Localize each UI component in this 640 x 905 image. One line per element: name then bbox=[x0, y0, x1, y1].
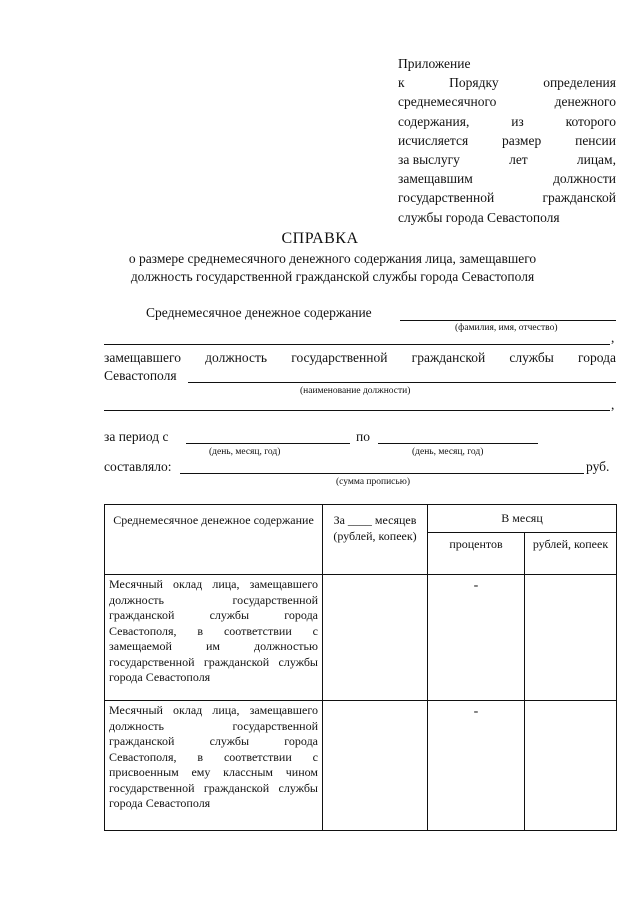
period-to-label: по bbox=[356, 429, 370, 444]
position-word: замещавшего bbox=[104, 350, 181, 365]
appendix-word: должности bbox=[553, 171, 616, 187]
appendix-word: которого bbox=[565, 113, 616, 129]
subtitle-line: должность государственной гражданской службы города Севастополя bbox=[130, 269, 535, 284]
appendix-line bbox=[398, 169, 616, 188]
comma: , bbox=[611, 397, 615, 412]
position-continued: Севастополя bbox=[104, 368, 177, 383]
table-row bbox=[105, 701, 617, 831]
amount-label: составляло: bbox=[104, 459, 172, 474]
currency-label: руб. bbox=[586, 459, 610, 474]
percent-cell[interactable] bbox=[428, 701, 525, 831]
appendix-word: гражданской bbox=[542, 190, 616, 206]
date-from-field-line[interactable] bbox=[186, 443, 350, 444]
appendix-block bbox=[398, 54, 616, 227]
appendix-word: замещавшим bbox=[398, 171, 473, 187]
position-word: службы bbox=[509, 350, 554, 365]
fio-field-line[interactable] bbox=[400, 320, 616, 321]
date-from-hint: (день, месяц, год) bbox=[209, 447, 281, 457]
header-cell-per-month: В месяц bbox=[428, 505, 617, 533]
appendix-word: лицам, bbox=[576, 152, 616, 168]
rubles-cell[interactable] bbox=[525, 575, 617, 701]
appendix-line bbox=[398, 92, 616, 111]
appendix-word: среднемесячного bbox=[398, 94, 497, 110]
appendix-word: содержания, bbox=[398, 113, 470, 129]
appendix-word: пенсии bbox=[575, 132, 616, 148]
rubles-cell[interactable] bbox=[525, 701, 617, 831]
position-word: гражданской bbox=[411, 350, 486, 365]
document-subtitle bbox=[60, 250, 605, 286]
appendix-line bbox=[398, 131, 616, 150]
appendix-word: из bbox=[511, 113, 524, 129]
appendix-line bbox=[398, 188, 616, 207]
period-label: за период с bbox=[104, 429, 169, 444]
appendix-word: за выслугу bbox=[398, 152, 460, 168]
position-word: города bbox=[578, 350, 616, 365]
appendix-line bbox=[398, 150, 616, 169]
appendix-title: Приложение bbox=[398, 56, 471, 71]
appendix-word: определения bbox=[543, 75, 616, 91]
amount-field-line[interactable] bbox=[180, 473, 584, 474]
appendix-word: лет bbox=[509, 152, 528, 168]
table-row bbox=[105, 575, 617, 701]
months-amount-cell[interactable] bbox=[323, 701, 428, 831]
row-description: Месячный оклад лица, замещавшего должность государственной гражданской службы города Севастополя, в соответствии с замещаемой им должностью государственной гражданской службы города Севастополя bbox=[105, 575, 323, 701]
document-title: СПРАВКА bbox=[281, 230, 359, 247]
subtitle-line: о размере среднемесячного денежного содержания лица, замещавшего bbox=[128, 251, 537, 266]
percent-value: - bbox=[473, 578, 479, 593]
row-description: Месячный оклад лица, замещавшего должность государственной гражданской службы города Севастополя, в соответствии с присвоенным ему классным чином государственной гражданской службы города Севастополя bbox=[105, 701, 323, 831]
position-field-line[interactable] bbox=[188, 382, 616, 383]
fio-hint: (фамилия, имя, отчество) bbox=[455, 323, 558, 333]
header-cell-percent: процентов bbox=[428, 533, 525, 575]
appendix-word: исчисляется bbox=[398, 132, 469, 148]
months-amount-cell[interactable] bbox=[323, 575, 428, 701]
position-word: должность bbox=[205, 350, 268, 365]
header-cell-rubles: рублей, копеек bbox=[525, 533, 617, 575]
salary-table bbox=[104, 504, 617, 831]
comma: , bbox=[611, 330, 615, 345]
percent-value: - bbox=[473, 704, 479, 719]
avg-salary-label: Среднемесячное денежное содержание bbox=[146, 305, 372, 320]
percent-cell[interactable] bbox=[428, 575, 525, 701]
date-to-hint: (день, месяц, год) bbox=[412, 447, 484, 457]
position-hint: (наименование должности) bbox=[300, 386, 411, 396]
appendix-line bbox=[398, 73, 616, 92]
header-cell-salary: Среднемесячное денежное содержание bbox=[105, 505, 323, 575]
position-continuation-line[interactable] bbox=[104, 410, 610, 411]
position-row bbox=[104, 350, 616, 366]
appendix-word: денежного bbox=[554, 94, 616, 110]
position-word: государственной bbox=[291, 350, 388, 365]
appendix-last-line: службы города Севастополя bbox=[398, 209, 560, 225]
appendix-word: размер bbox=[502, 132, 542, 148]
amount-hint: (сумма прописью) bbox=[336, 477, 410, 487]
header-cell-months: За ____ месяцев (рублей, копеек) bbox=[323, 505, 428, 575]
appendix-word: к bbox=[398, 75, 405, 91]
appendix-word: государственной bbox=[398, 190, 495, 206]
table-header-row bbox=[105, 505, 617, 533]
date-to-field-line[interactable] bbox=[378, 443, 538, 444]
fio-continuation-line[interactable] bbox=[104, 344, 610, 345]
appendix-line bbox=[398, 112, 616, 131]
appendix-word: Порядку bbox=[449, 75, 499, 91]
